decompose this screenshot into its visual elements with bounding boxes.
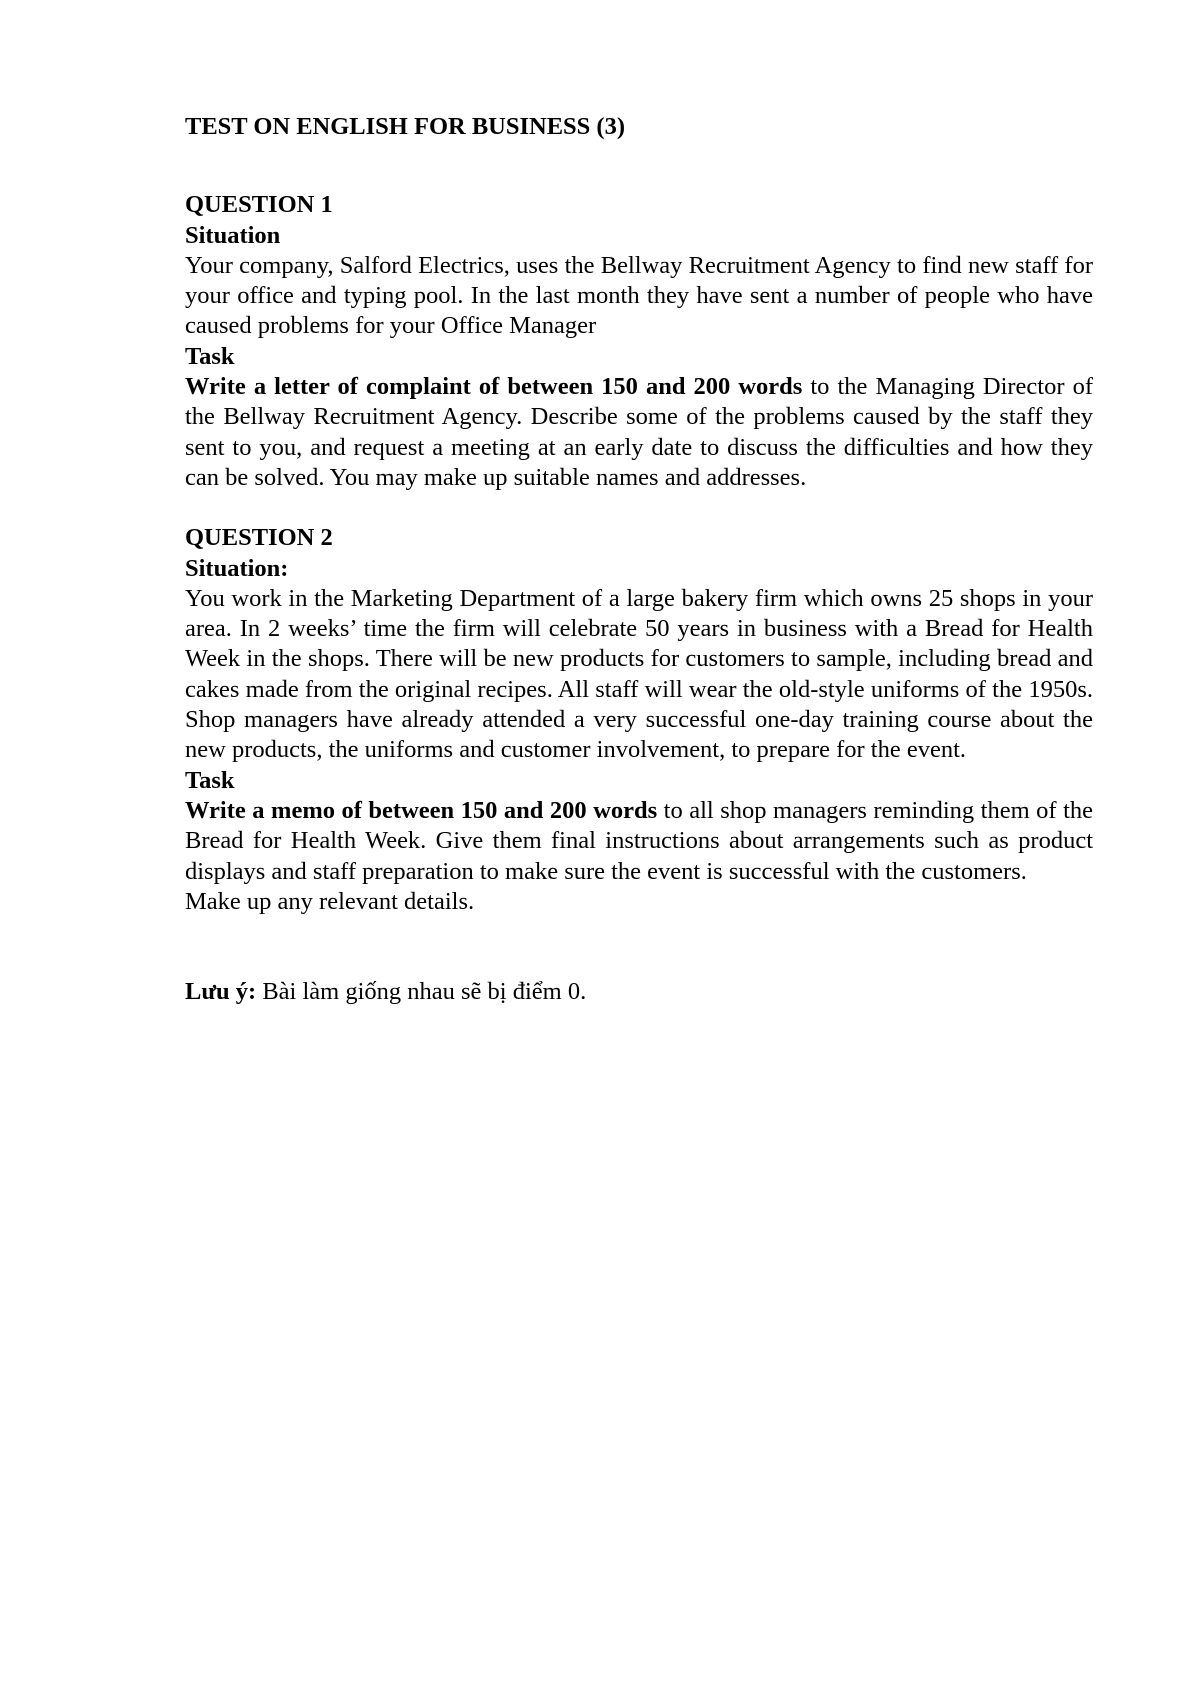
- question-1-situation-label: Situation: [185, 221, 281, 249]
- note-text: Bài làm giống nhau sẽ bị điểm 0.: [256, 978, 587, 1006]
- question-2: [185, 523, 1093, 917]
- question-2-heading: QUESTION 2: [185, 524, 333, 552]
- question-1-task-bold: Write a letter of complaint of between 150 and 200 words: [185, 373, 803, 401]
- question-1-heading: QUESTION 1: [185, 191, 333, 219]
- document-page: [185, 112, 1093, 1007]
- question-2-situation-text: You work in the Marketing Department of a large bakery firm which owns 25 shops in your area. In 2 weeks’ time the firm will celebrate 50 years in business with a Bread for Health Week in the shops. There will be new products for customers to sample, including bread and cakes made from the original recipes. All staff will wear the old-style uniforms of the 1950s. Shop managers have already attended a very successful one-day training course about the new products, the uniforms and customer involvement, to prepare for the event.: [185, 584, 1093, 764]
- question-2-task: [185, 796, 1093, 887]
- question-2-task-bold: Write a memo of between 150 and 200 words: [185, 796, 658, 824]
- question-1-situation-text: Your company, Salford Electrics, uses the Bellway Recruitment Agency to find new staff for your office and typing pool. In the last month they have sent a number of people who have caused problems for your Office Manager: [185, 251, 1093, 340]
- question-2-task-text: to all shop managers reminding them of the Bread for Health Week. Give them final instructions about arrangements such as product displays and staff preparation to make sure the event is successful with the customers.: [185, 796, 1093, 885]
- note-label: Lưu ý:: [185, 978, 257, 1006]
- question-2-extra: Make up any relevant details.: [185, 887, 475, 915]
- question-1-task-text: to the Managing Director of the Bellway Recruitment Agency. Describe some of the problems caused by the staff they sent to you, and request a meeting at an early date to discuss the difficulties and how they can be solved. You may make up suitable names and addresses.: [185, 373, 1094, 491]
- note: [185, 977, 1093, 1007]
- question-1-task-label: Task: [185, 342, 235, 370]
- question-1-task: [185, 372, 1093, 493]
- document-title: TEST ON ENGLISH FOR BUSINESS (3): [185, 113, 625, 140]
- question-2-situation-label: Situation:: [185, 554, 289, 582]
- question-2-task-label: Task: [185, 766, 235, 794]
- question-1: [185, 190, 1093, 493]
